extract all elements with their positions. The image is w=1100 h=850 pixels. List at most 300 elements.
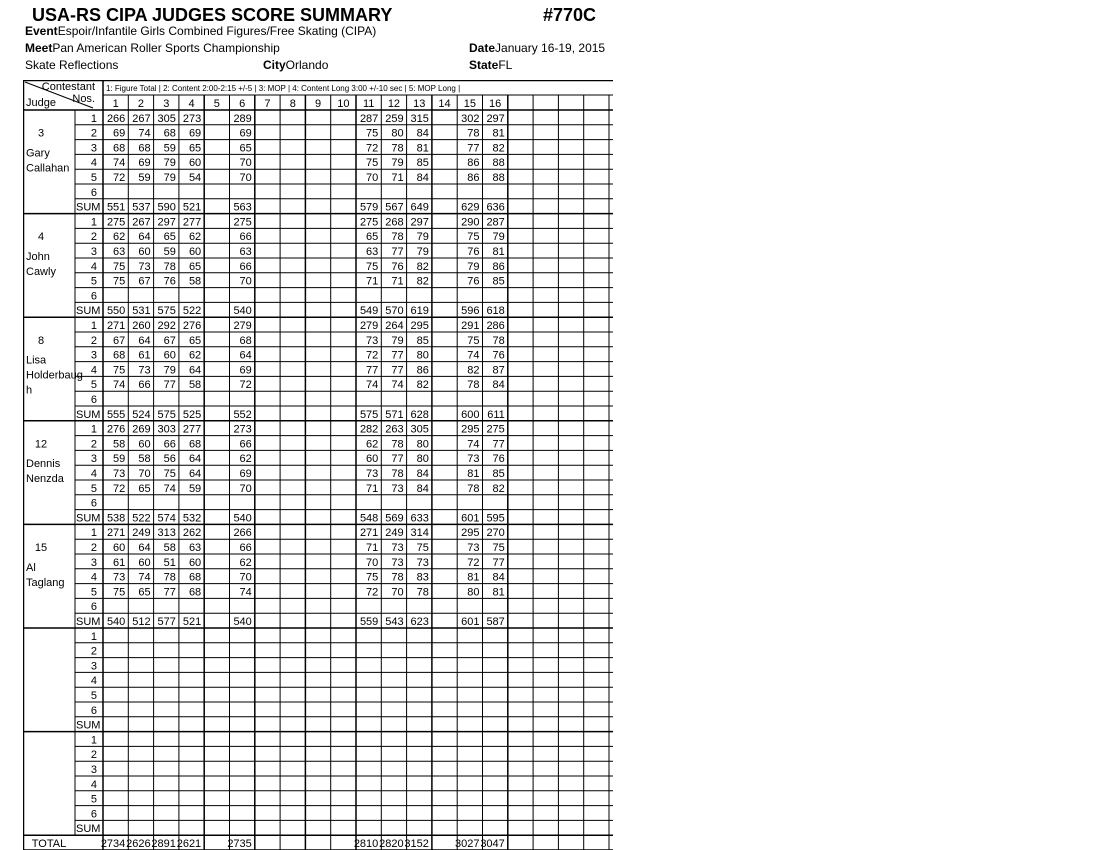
score-cell: 80 xyxy=(467,586,480,599)
score-cell: 64 xyxy=(188,468,202,480)
score-cell: 86 xyxy=(467,172,480,184)
city-field xyxy=(263,58,328,72)
sum-label: SUM xyxy=(76,408,101,421)
sum-cell: 563 xyxy=(233,201,252,214)
score-cell: 303 xyxy=(157,423,176,436)
score-cell: 79 xyxy=(391,157,404,170)
score-cell: 72 xyxy=(366,142,379,155)
score-cell: 70 xyxy=(366,172,379,184)
score-cell: 76 xyxy=(163,275,176,288)
row-number: 5 xyxy=(90,482,97,495)
score-cell: 71 xyxy=(391,275,404,288)
row-number: 5 xyxy=(90,690,97,702)
score-cell: 56 xyxy=(163,453,176,466)
score-cell: 78 xyxy=(391,142,404,155)
score-cell: 65 xyxy=(366,231,379,244)
score-cell: 66 xyxy=(239,231,252,244)
score-cell: 291 xyxy=(461,320,480,332)
score-cell: 297 xyxy=(410,216,429,229)
score-cell: 65 xyxy=(138,586,151,599)
score-cell: 279 xyxy=(233,320,252,332)
score-cell: 268 xyxy=(385,216,404,229)
score-cell: 81 xyxy=(492,586,505,599)
score-cell: 59 xyxy=(163,246,176,258)
score-cell: 61 xyxy=(113,556,126,569)
score-cell: 74 xyxy=(239,586,252,599)
score-cell: 269 xyxy=(132,423,151,436)
judge-name: Al xyxy=(26,561,36,574)
score-cell: 79 xyxy=(467,260,480,273)
score-cell: 71 xyxy=(366,482,379,495)
score-cell: 68 xyxy=(188,438,202,451)
score-cell: 78 xyxy=(391,468,404,480)
score-cell: 75 xyxy=(416,542,429,554)
score-cell: 74 xyxy=(163,482,176,495)
score-cell: 58 xyxy=(113,438,126,451)
score-cell: 51 xyxy=(163,556,176,569)
row-number: 3 xyxy=(90,556,97,569)
score-cell: 79 xyxy=(163,157,176,170)
score-cell: 73 xyxy=(467,542,480,554)
score-cell: 75 xyxy=(113,260,126,273)
sum-label: SUM xyxy=(76,616,101,628)
score-cell: 84 xyxy=(492,379,505,392)
score-cell: 62 xyxy=(188,349,202,362)
sum-cell: 540 xyxy=(233,512,252,525)
score-cell: 64 xyxy=(239,349,252,362)
score-cell: 71 xyxy=(366,275,379,288)
sum-cell: 540 xyxy=(233,616,252,628)
score-cell: 85 xyxy=(492,468,505,480)
score-cell: 63 xyxy=(188,542,202,554)
score-cell: 80 xyxy=(416,438,429,451)
score-cell: 75 xyxy=(366,127,379,140)
score-cell: 73 xyxy=(138,260,151,273)
score-cell: 81 xyxy=(467,571,480,584)
date-field xyxy=(469,41,605,55)
column-number: 11 xyxy=(362,98,375,110)
score-cell: 74 xyxy=(391,379,404,392)
score-cell: 78 xyxy=(391,571,404,584)
city-value: Orlando xyxy=(285,58,329,72)
score-cell: 64 xyxy=(188,453,202,466)
row-number: 4 xyxy=(90,157,97,170)
date-value: January 16-19, 2015 xyxy=(495,41,606,55)
score-table xyxy=(23,80,613,850)
score-cell: 88 xyxy=(492,157,505,170)
sum-cell: 525 xyxy=(182,408,202,421)
score-cell: 66 xyxy=(239,260,252,273)
score-cell: 271 xyxy=(106,527,126,540)
sum-cell: 601 xyxy=(461,512,480,525)
score-cell: 79 xyxy=(163,172,176,184)
score-cell: 71 xyxy=(391,172,404,184)
score-cell: 70 xyxy=(239,157,252,170)
meet-label: Meet xyxy=(25,41,53,55)
column-number: 4 xyxy=(188,98,195,110)
score-cell: 271 xyxy=(359,527,379,540)
column-number: 12 xyxy=(387,98,401,110)
sum-label: SUM xyxy=(76,719,101,732)
judge-number: 4 xyxy=(37,231,45,244)
score-cell: 62 xyxy=(366,438,379,451)
score-cell: 297 xyxy=(486,112,505,125)
score-cell: 79 xyxy=(416,231,429,244)
score-cell: 62 xyxy=(239,556,252,569)
score-cell: 249 xyxy=(385,527,404,540)
score-cell: 264 xyxy=(385,320,404,332)
score-cell: 74 xyxy=(138,571,151,584)
score-cell: 85 xyxy=(416,157,429,170)
score-cell: 277 xyxy=(182,216,202,229)
judge-name: h xyxy=(26,384,33,397)
score-cell: 73 xyxy=(113,571,126,584)
score-cell: 82 xyxy=(467,364,480,377)
score-cell: 70 xyxy=(138,468,151,480)
row-number: 2 xyxy=(90,231,97,244)
score-cell: 79 xyxy=(163,364,176,377)
score-cell: 77 xyxy=(492,438,505,451)
score-cell: 266 xyxy=(106,112,126,125)
score-cell: 60 xyxy=(188,556,202,569)
sum-cell: 575 xyxy=(157,305,176,318)
sum-cell: 587 xyxy=(486,616,505,628)
row-number: 2 xyxy=(90,749,97,762)
score-cell: 73 xyxy=(138,364,151,377)
sum-cell: 636 xyxy=(486,201,505,214)
score-cell: 78 xyxy=(467,379,480,392)
score-cell: 75 xyxy=(467,231,480,244)
score-cell: 68 xyxy=(138,142,151,155)
score-cell: 75 xyxy=(113,586,126,599)
sum-cell: 543 xyxy=(385,616,404,628)
judge-number: 8 xyxy=(37,334,45,347)
score-cell: 78 xyxy=(467,127,480,140)
score-cell: 66 xyxy=(239,438,252,451)
judge-name: Lisa xyxy=(26,354,47,367)
score-cell: 65 xyxy=(188,142,202,155)
score-cell: 266 xyxy=(233,527,252,540)
score-cell: 81 xyxy=(492,246,505,258)
score-cell: 279 xyxy=(359,320,379,332)
score-cell: 60 xyxy=(163,349,176,362)
total-cell: 3152 xyxy=(404,838,429,850)
sum-cell: 512 xyxy=(132,616,151,628)
score-cell: 61 xyxy=(138,349,151,362)
sum-label: SUM xyxy=(76,512,101,525)
score-cell: 65 xyxy=(188,334,202,347)
sum-cell: 600 xyxy=(461,408,480,421)
score-cell: 58 xyxy=(188,379,202,392)
score-cell: 71 xyxy=(366,542,379,554)
column-number: 9 xyxy=(314,98,322,110)
score-cell: 77 xyxy=(391,364,404,377)
total-cell: 2621 xyxy=(176,838,202,850)
row-number: 5 xyxy=(90,275,97,288)
score-cell: 74 xyxy=(467,349,480,362)
sum-cell: 549 xyxy=(359,305,379,318)
row-number: 4 xyxy=(90,468,97,480)
row-number: 1 xyxy=(90,527,97,540)
score-cell: 287 xyxy=(486,216,505,229)
score-cell: 58 xyxy=(138,453,151,466)
score-cell: 75 xyxy=(467,334,480,347)
score-cell: 60 xyxy=(138,438,151,451)
score-cell: 65 xyxy=(239,142,252,155)
score-cell: 79 xyxy=(391,334,404,347)
score-cell: 78 xyxy=(163,260,176,273)
form-number: #770C xyxy=(543,5,597,25)
score-cell: 74 xyxy=(113,157,126,170)
score-cell: 69 xyxy=(239,364,252,377)
score-cell: 69 xyxy=(113,127,126,140)
state-value: FL xyxy=(498,58,513,72)
row-number: 3 xyxy=(90,660,97,673)
row-number: 6 xyxy=(90,497,97,510)
judge-name: Dennis xyxy=(26,458,61,471)
column-number: 3 xyxy=(163,98,170,110)
sum-cell: 577 xyxy=(157,616,176,628)
meet-value: Pan American Roller Sports Championship xyxy=(52,41,280,55)
sum-cell: 555 xyxy=(106,408,126,421)
corner-nos-label: Nos. xyxy=(72,93,95,105)
score-cell: 63 xyxy=(366,246,379,258)
row-number: 1 xyxy=(90,112,97,125)
score-cell: 273 xyxy=(233,423,252,436)
score-cell: 77 xyxy=(163,379,176,392)
score-cell: 74 xyxy=(467,438,480,451)
sum-cell: 575 xyxy=(157,408,176,421)
sum-cell: 601 xyxy=(461,616,480,628)
row-number: 1 xyxy=(90,423,97,436)
score-cell: 72 xyxy=(239,379,252,392)
score-cell: 82 xyxy=(416,260,429,273)
score-cell: 271 xyxy=(106,320,126,332)
row-number: 4 xyxy=(90,364,97,377)
score-cell: 292 xyxy=(157,320,176,332)
score-cell: 70 xyxy=(239,172,252,184)
score-cell: 81 xyxy=(467,468,480,480)
score-cell: 73 xyxy=(113,468,126,480)
score-cell: 302 xyxy=(461,112,480,125)
row-number: 2 xyxy=(90,645,97,658)
score-cell: 305 xyxy=(157,112,176,125)
score-grid xyxy=(23,80,613,850)
score-cell: 77 xyxy=(366,364,379,377)
event-value: Espoir/Infantile Girls Combined Figures/Free Skating (CIPA) xyxy=(57,24,377,38)
row-number: 4 xyxy=(90,571,97,584)
score-cell: 79 xyxy=(492,231,505,244)
sum-cell: 550 xyxy=(106,305,126,318)
score-cell: 84 xyxy=(416,482,429,495)
sum-cell: 590 xyxy=(157,201,176,214)
state-field xyxy=(469,58,512,72)
score-cell: 275 xyxy=(359,216,379,229)
score-cell: 82 xyxy=(416,379,429,392)
score-cell: 62 xyxy=(239,453,252,466)
score-cell: 277 xyxy=(182,423,202,436)
sum-cell: 596 xyxy=(461,305,480,318)
sum-cell: 569 xyxy=(385,512,404,525)
column-number: 6 xyxy=(239,98,246,110)
score-cell: 74 xyxy=(366,379,379,392)
score-cell: 85 xyxy=(416,334,429,347)
event-field xyxy=(25,24,376,38)
score-cell: 259 xyxy=(385,112,404,125)
column-number: 13 xyxy=(413,98,426,110)
score-cell: 72 xyxy=(113,482,126,495)
score-cell: 80 xyxy=(416,349,429,362)
sum-cell: 522 xyxy=(182,305,202,318)
state-label: State xyxy=(469,58,499,72)
sum-cell: 567 xyxy=(385,201,404,214)
row-number: 6 xyxy=(90,808,97,821)
score-cell: 78 xyxy=(492,334,505,347)
score-cell: 64 xyxy=(138,334,151,347)
score-cell: 70 xyxy=(239,571,252,584)
row-number: 6 xyxy=(90,394,97,406)
score-cell: 295 xyxy=(461,423,480,436)
score-cell: 86 xyxy=(416,364,429,377)
score-cell: 81 xyxy=(492,127,505,140)
score-cell: 59 xyxy=(138,172,151,184)
score-cell: 63 xyxy=(113,246,126,258)
score-cell: 75 xyxy=(366,260,379,273)
score-cell: 70 xyxy=(366,556,379,569)
sum-cell: 548 xyxy=(359,512,379,525)
score-cell: 54 xyxy=(188,172,202,184)
score-cell: 78 xyxy=(416,586,429,599)
judge-name: Holderbaug xyxy=(26,369,83,382)
total-cell: 2891 xyxy=(151,838,176,850)
score-cell: 249 xyxy=(132,527,151,540)
row-number: 6 xyxy=(90,704,97,717)
score-cell: 78 xyxy=(467,482,480,495)
score-cell: 263 xyxy=(385,423,404,436)
total-cell: 3027 xyxy=(455,838,480,850)
sum-cell: 540 xyxy=(233,305,252,318)
score-cell: 275 xyxy=(486,423,505,436)
score-cell: 88 xyxy=(492,172,505,184)
score-cell: 82 xyxy=(492,482,505,495)
total-cell: 2626 xyxy=(126,838,151,850)
score-cell: 66 xyxy=(239,542,252,554)
score-cell: 64 xyxy=(138,231,151,244)
row-number: 1 xyxy=(90,216,97,229)
score-cell: 82 xyxy=(492,142,505,155)
score-cell: 297 xyxy=(157,216,176,229)
score-cell: 267 xyxy=(132,112,151,125)
sum-label: SUM xyxy=(76,201,101,214)
score-cell: 76 xyxy=(492,453,505,466)
score-cell: 84 xyxy=(416,172,429,184)
score-cell: 273 xyxy=(182,112,202,125)
sum-cell: 611 xyxy=(487,408,505,421)
total-cell: 3047 xyxy=(480,838,505,850)
sum-cell: 531 xyxy=(132,305,151,318)
score-cell: 65 xyxy=(188,260,202,273)
row-number: 5 xyxy=(90,172,97,184)
score-cell: 77 xyxy=(467,142,480,155)
row-number: 2 xyxy=(90,438,97,451)
sum-cell: 629 xyxy=(461,201,480,214)
score-cell: 84 xyxy=(416,127,429,140)
score-cell: 290 xyxy=(461,216,480,229)
score-cell: 84 xyxy=(492,571,505,584)
score-cell: 67 xyxy=(113,334,126,347)
row-number: 2 xyxy=(90,127,97,140)
score-cell: 260 xyxy=(132,320,151,332)
score-cell: 63 xyxy=(239,246,252,258)
score-cell: 64 xyxy=(138,542,151,554)
score-cell: 70 xyxy=(391,586,404,599)
row-number: 5 xyxy=(90,586,97,599)
score-cell: 270 xyxy=(486,527,505,540)
score-cell: 295 xyxy=(461,527,480,540)
score-cell: 58 xyxy=(163,542,176,554)
score-cell: 68 xyxy=(163,127,176,140)
score-cell: 77 xyxy=(492,556,505,569)
score-cell: 76 xyxy=(467,275,480,288)
score-cell: 69 xyxy=(138,157,151,170)
score-cell: 75 xyxy=(113,275,126,288)
score-cell: 77 xyxy=(391,453,404,466)
sum-cell: 628 xyxy=(410,408,429,421)
score-cell: 68 xyxy=(113,142,126,155)
sum-cell: 570 xyxy=(385,305,404,318)
score-cell: 59 xyxy=(188,482,202,495)
column-number: 16 xyxy=(489,98,502,110)
sum-cell: 633 xyxy=(410,512,429,525)
score-cell: 80 xyxy=(416,453,429,466)
sum-cell: 532 xyxy=(182,512,202,525)
sum-label: SUM xyxy=(76,823,101,836)
score-cell: 75 xyxy=(366,571,379,584)
score-cell: 60 xyxy=(188,246,202,258)
city-label: City xyxy=(263,58,286,72)
score-cell: 60 xyxy=(113,542,126,554)
score-cell: 73 xyxy=(391,556,404,569)
row-number: 6 xyxy=(90,601,97,614)
sum-cell: 619 xyxy=(410,305,429,318)
column-number: 7 xyxy=(264,98,271,110)
score-cell: 289 xyxy=(233,112,252,125)
sum-label: SUM xyxy=(76,305,101,318)
score-cell: 73 xyxy=(467,453,480,466)
column-number: 5 xyxy=(213,98,220,110)
score-cell: 60 xyxy=(138,246,151,258)
legend-text: 1: Figure Total | 2: Content 2:00-2:15 +/-5 | 3: MOP | 4: Content Long 3:00 +/-10 sec | 5: MOP Long | xyxy=(106,84,461,93)
column-number: 8 xyxy=(289,98,296,110)
judge-name: Gary xyxy=(26,147,50,160)
score-cell: 68 xyxy=(113,349,126,362)
score-cell: 60 xyxy=(138,556,151,569)
row-number: 3 xyxy=(90,142,97,155)
score-cell: 295 xyxy=(410,320,429,332)
row-number: 3 xyxy=(90,764,97,776)
club-name: Skate Reflections xyxy=(25,58,119,72)
sum-cell: 540 xyxy=(106,616,126,628)
score-cell: 86 xyxy=(492,260,505,273)
total-cell: 2810 xyxy=(353,838,379,850)
sum-cell: 524 xyxy=(132,408,151,421)
score-cell: 85 xyxy=(492,275,505,288)
row-number: 5 xyxy=(90,793,97,806)
score-cell: 72 xyxy=(366,349,379,362)
row-number: 3 xyxy=(90,246,97,258)
score-cell: 74 xyxy=(138,127,151,140)
sum-cell: 537 xyxy=(132,201,151,214)
